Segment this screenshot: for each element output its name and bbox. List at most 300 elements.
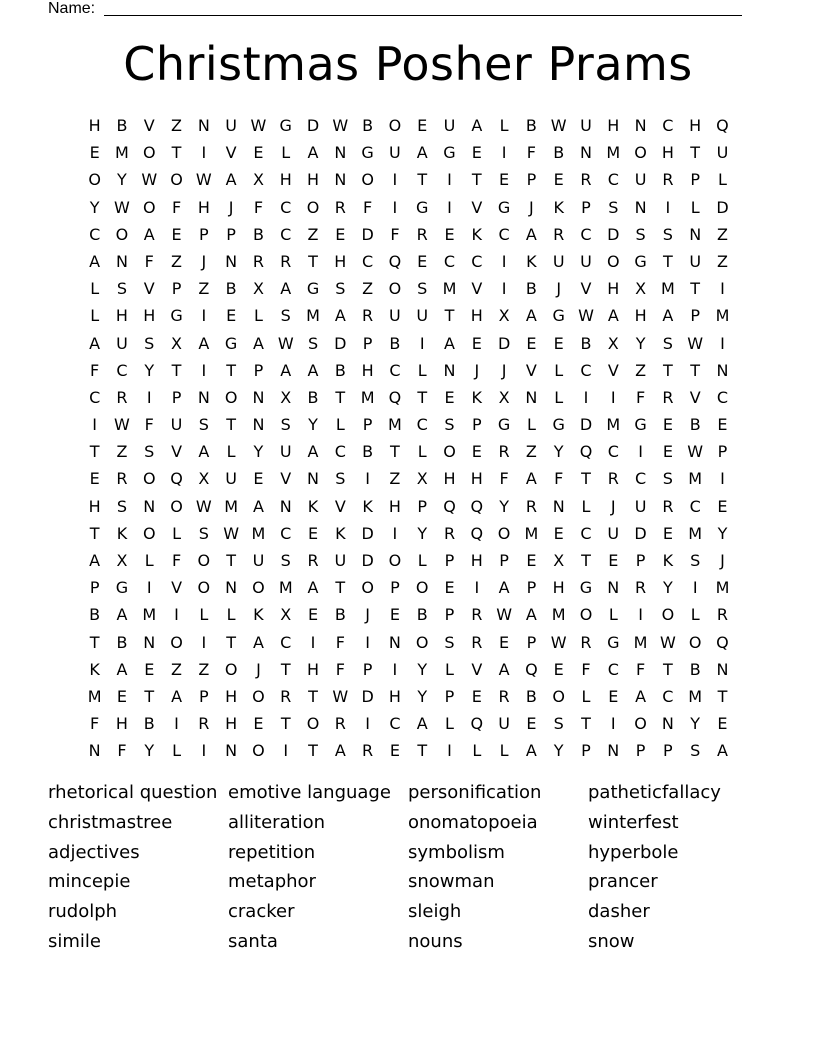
grid-letter: M xyxy=(688,686,703,706)
grid-letter: I xyxy=(392,523,398,543)
grid-letter: T xyxy=(690,143,701,163)
grid-letter: I xyxy=(365,632,370,652)
grid-letter: I xyxy=(392,659,398,679)
grid-letter: V xyxy=(689,387,701,407)
grid-letter: K xyxy=(89,659,100,679)
grid-letter: B xyxy=(525,116,537,135)
grid-letter: F xyxy=(90,714,100,734)
grid-letter: R xyxy=(280,686,292,706)
grid-letter: G xyxy=(497,415,511,435)
grid-letter: R xyxy=(334,197,346,217)
grid-letter: N xyxy=(225,251,238,271)
grid-letter: S xyxy=(116,496,128,516)
grid-letter: Z xyxy=(635,360,647,380)
grid-letter: O xyxy=(142,197,156,217)
word-bank-item: rhetorical question xyxy=(48,782,218,803)
grid-letter: C xyxy=(416,415,428,435)
grid-letter: L xyxy=(554,360,564,380)
grid-letter: C xyxy=(580,224,592,244)
grid-letter: O xyxy=(170,632,183,652)
grid-letter: O xyxy=(361,578,374,598)
grid-letter: Z xyxy=(198,659,210,679)
grid-letter: F xyxy=(335,659,345,679)
name-field xyxy=(48,0,742,20)
grid-letter: S xyxy=(335,279,346,299)
word-bank-item: snow xyxy=(588,930,635,952)
word-bank-item: emotive language xyxy=(228,782,391,803)
grid-letter: T xyxy=(171,360,182,380)
grid-letter: C xyxy=(280,632,292,652)
grid-letter: W xyxy=(332,686,349,706)
grid-letter: E xyxy=(116,686,127,706)
grid-letter: P xyxy=(199,686,209,706)
grid-letter: I xyxy=(201,360,207,380)
grid-letter: O xyxy=(170,170,183,190)
grid-letter: B xyxy=(553,143,565,163)
grid-letter: C xyxy=(334,442,346,462)
grid-letter: T xyxy=(581,551,591,570)
grid-letter: H xyxy=(143,306,156,326)
grid-letter: W xyxy=(195,170,212,190)
grid-letter: E xyxy=(499,632,510,652)
grid-letter: R xyxy=(662,170,674,190)
grid-letter: G xyxy=(607,632,620,652)
grid-letter: M xyxy=(142,605,157,625)
grid-letter: U xyxy=(634,496,647,516)
grid-letter: R xyxy=(252,251,264,271)
grid-letter: U xyxy=(580,251,592,271)
grid-letter: N xyxy=(88,741,101,761)
grid-letter: G xyxy=(361,143,374,163)
grid-letter: T xyxy=(89,442,100,462)
grid-letter: P xyxy=(635,551,646,570)
grid-letter: S xyxy=(690,551,701,570)
grid-letter: K xyxy=(526,251,537,271)
grid-letter: R xyxy=(607,469,619,489)
grid-letter: G xyxy=(634,415,647,435)
grid-letter: M xyxy=(278,578,293,598)
grid-letter: U xyxy=(498,714,510,734)
grid-letter: F xyxy=(554,469,564,489)
word-bank-item: simile xyxy=(48,930,101,952)
grid-letter: H xyxy=(443,469,456,489)
grid-letter: X xyxy=(252,170,264,190)
grid-letter: J xyxy=(720,551,725,570)
grid-letter: A xyxy=(498,578,510,598)
grid-letter: N xyxy=(334,170,347,190)
grid-letter: Z xyxy=(307,224,319,244)
word-bank-item: dasher xyxy=(588,901,650,923)
grid-letter: I xyxy=(447,741,452,761)
grid-letter: F xyxy=(390,224,400,244)
grid-letter: F xyxy=(363,197,373,217)
grid-letter: R xyxy=(662,496,674,516)
grid-letter: Q xyxy=(525,659,538,679)
grid-letter: H xyxy=(388,686,401,706)
grid-letter: W xyxy=(550,632,567,652)
grid-letter: I xyxy=(447,170,452,190)
grid-letter: F xyxy=(526,143,536,163)
grid-letter: N xyxy=(689,224,702,244)
grid-letter: U xyxy=(225,469,237,489)
grid-letter: S xyxy=(662,469,673,489)
grid-letter: T xyxy=(717,686,728,706)
grid-letter: E xyxy=(89,143,100,163)
grid-letter: B xyxy=(225,279,237,299)
name-label: Name: xyxy=(48,0,96,17)
grid-letter: O xyxy=(388,551,402,570)
grid-letter: C xyxy=(607,442,619,462)
grid-letter: B xyxy=(334,605,346,625)
grid-letter: T xyxy=(690,360,701,380)
grid-letter: I xyxy=(501,251,507,271)
grid-letter: O xyxy=(252,741,265,761)
grid-letter: H xyxy=(225,714,238,734)
grid-letter: B xyxy=(416,605,428,625)
grid-letter: C xyxy=(280,523,292,543)
grid-letter: N xyxy=(197,387,210,407)
grid-letter: A xyxy=(307,360,319,380)
grid-letter: P xyxy=(226,224,236,244)
grid-letter: R xyxy=(662,387,674,407)
grid-letter: L xyxy=(226,605,236,625)
grid-letter: A xyxy=(525,306,537,326)
word-bank-item: cracker xyxy=(228,901,295,923)
grid-letter: Q xyxy=(170,469,183,489)
grid-letter: G xyxy=(552,306,565,326)
grid-letter: H xyxy=(470,306,483,326)
grid-letter: O xyxy=(88,170,101,190)
grid-letter: C xyxy=(580,523,592,543)
grid-letter: J xyxy=(610,496,616,516)
word-bank-item: mincepie xyxy=(48,871,131,893)
grid-letter: P xyxy=(171,279,182,299)
grid-letter: C xyxy=(389,360,401,380)
grid-letter: U xyxy=(334,551,347,570)
grid-letter: E xyxy=(662,415,673,435)
grid-letter: I xyxy=(283,741,289,761)
grid-letter: E xyxy=(608,551,619,570)
grid-letter: G xyxy=(552,415,565,435)
grid-letter: P xyxy=(526,632,537,652)
grid-letter: B xyxy=(362,116,374,135)
grid-letter: V xyxy=(334,496,346,516)
grid-letter: N xyxy=(634,197,647,217)
grid-letter: M xyxy=(360,387,375,407)
grid-letter: N xyxy=(334,143,347,163)
grid-letter: U xyxy=(416,306,429,326)
word-bank-item: repetition xyxy=(228,841,316,863)
grid-letter: I xyxy=(146,578,152,598)
grid-letter: H xyxy=(307,659,320,679)
grid-letter: S xyxy=(690,741,701,761)
grid-letter: Y xyxy=(117,170,127,190)
grid-letter: U xyxy=(552,251,565,271)
grid-letter: Y xyxy=(417,686,428,706)
grid-letter: I xyxy=(720,279,725,299)
grid-letter: E xyxy=(499,170,510,190)
grid-letter: P xyxy=(471,415,482,435)
grid-letter: I xyxy=(201,306,207,326)
grid-letter: A xyxy=(662,306,674,326)
grid-letter: H xyxy=(689,116,702,135)
grid-letter: M xyxy=(606,143,621,163)
grid-letter: R xyxy=(635,578,647,598)
grid-letter: K xyxy=(116,523,128,543)
grid-letter: G xyxy=(279,116,292,135)
grid-letter: Z xyxy=(171,251,183,271)
grid-letter: D xyxy=(716,197,729,217)
grid-letter: C xyxy=(280,224,292,244)
grid-letter: U xyxy=(389,143,401,163)
grid-letter: P xyxy=(89,578,100,598)
grid-letter: G xyxy=(579,578,593,598)
grid-letter: K xyxy=(471,224,483,244)
grid-letter: S xyxy=(553,714,564,734)
grid-letter: R xyxy=(525,496,537,516)
grid-letter: A xyxy=(225,170,237,190)
grid-letter: O xyxy=(634,714,647,734)
grid-letter: P xyxy=(717,442,728,462)
grid-letter: W xyxy=(223,523,240,543)
grid-letter: C xyxy=(471,251,483,271)
grid-letter: L xyxy=(199,605,209,625)
grid-letter: A xyxy=(471,116,483,135)
grid-letter: M xyxy=(87,686,102,706)
grid-letter: T xyxy=(308,741,318,761)
grid-letter: C xyxy=(389,714,401,734)
grid-letter: O xyxy=(224,659,238,679)
grid-letter: T xyxy=(226,360,237,380)
grid-letter: V xyxy=(280,469,292,489)
grid-letter: B xyxy=(252,224,264,244)
word-bank-item: metaphor xyxy=(228,871,316,893)
grid-letter: N xyxy=(143,632,156,652)
grid-letter: E xyxy=(226,306,237,326)
grid-letter: Q xyxy=(388,251,402,271)
grid-letter: C xyxy=(116,360,128,380)
grid-letter: D xyxy=(361,523,374,543)
grid-letter: R xyxy=(553,224,565,244)
grid-letter: V xyxy=(607,360,619,380)
grid-letter: F xyxy=(117,741,127,761)
grid-letter: B xyxy=(525,686,537,706)
grid-letter: P xyxy=(199,224,209,244)
grid-letter: I xyxy=(474,578,480,598)
grid-letter: K xyxy=(662,551,674,570)
grid-letter: Y xyxy=(553,741,564,761)
grid-letter: A xyxy=(89,251,101,271)
grid-letter: B xyxy=(525,279,537,299)
grid-letter: H xyxy=(307,170,320,190)
grid-letter: X xyxy=(635,279,647,299)
grid-letter: H xyxy=(661,143,674,163)
grid-letter: K xyxy=(307,496,319,516)
grid-letter: L xyxy=(253,306,263,326)
word-bank-item: alliteration xyxy=(228,811,326,833)
grid-letter: R xyxy=(580,170,592,190)
grid-letter: F xyxy=(499,469,509,489)
grid-letter: O xyxy=(497,523,511,543)
grid-letter: N xyxy=(225,578,238,598)
grid-letter: R xyxy=(443,523,456,543)
grid-letter: B xyxy=(334,360,346,380)
grid-letter: P xyxy=(362,415,373,435)
grid-letter: I xyxy=(692,578,698,598)
grid-letter: X xyxy=(498,306,510,326)
grid-letter: V xyxy=(525,360,537,380)
grid-letter: G xyxy=(224,333,238,353)
grid-letter: I xyxy=(174,605,179,625)
grid-letter: A xyxy=(171,686,183,706)
grid-letter: A xyxy=(89,551,101,570)
grid-letter: T xyxy=(417,170,428,190)
grid-letter: P xyxy=(690,170,700,190)
grid-letter: L xyxy=(718,170,727,190)
grid-letter: N xyxy=(225,741,238,761)
grid-letter: I xyxy=(310,632,316,652)
grid-letter: W xyxy=(114,415,130,435)
grid-letter: S xyxy=(280,551,291,570)
grid-letter: W xyxy=(250,116,267,135)
grid-letter: A xyxy=(525,224,537,244)
grid-letter: L xyxy=(526,415,536,435)
grid-letter: E xyxy=(717,496,728,516)
grid-letter: E xyxy=(662,442,673,462)
grid-letter: I xyxy=(610,714,616,734)
grid-letter: X xyxy=(252,279,264,299)
grid-letter: P xyxy=(444,551,455,570)
grid-letter: I xyxy=(365,714,370,734)
grid-letter: N xyxy=(634,116,647,135)
grid-letter: Q xyxy=(443,496,456,516)
grid-letter: P xyxy=(444,686,455,706)
grid-letter: R xyxy=(307,551,319,570)
grid-letter: X xyxy=(553,551,565,570)
grid-letter: T xyxy=(581,469,591,489)
word-bank-item: hyperbole xyxy=(588,841,679,863)
grid-letter: L xyxy=(172,523,181,543)
grid-letter: Y xyxy=(89,197,100,217)
grid-letter: P xyxy=(663,741,673,761)
grid-letter: P xyxy=(417,496,428,516)
grid-letter: I xyxy=(720,333,725,353)
grid-letter: O xyxy=(197,551,211,570)
grid-letter: U xyxy=(716,143,729,163)
grid-letter: Z xyxy=(116,442,128,462)
grid-letter: A xyxy=(635,686,647,706)
grid-letter: T xyxy=(662,360,673,380)
grid-letter: E xyxy=(553,659,564,679)
grid-letter: A xyxy=(525,741,537,761)
grid-letter: K xyxy=(253,605,264,625)
grid-letter: I xyxy=(447,197,452,217)
grid-letter: S xyxy=(116,279,128,299)
grid-letter: E xyxy=(553,170,564,190)
grid-letter: L xyxy=(90,306,100,326)
grid-letter: V xyxy=(171,578,183,598)
grid-letter: U xyxy=(116,333,128,353)
grid-letter: U xyxy=(252,551,265,570)
grid-letter: A xyxy=(280,360,292,380)
grid-letter: C xyxy=(580,360,592,380)
grid-letter: A xyxy=(116,605,128,625)
grid-letter: A xyxy=(498,659,510,679)
grid-letter: O xyxy=(252,686,265,706)
grid-letter: H xyxy=(88,496,101,516)
grid-letter: D xyxy=(497,333,511,353)
grid-letter: L xyxy=(172,741,181,761)
grid-letter: W xyxy=(332,116,349,135)
grid-letter: K xyxy=(362,496,373,516)
grid-letter: S xyxy=(280,415,291,435)
grid-letter: I xyxy=(92,415,97,435)
grid-letter: A xyxy=(717,741,728,761)
grid-letter: N xyxy=(197,116,210,135)
grid-letter: X xyxy=(116,551,128,570)
grid-letter: O xyxy=(634,143,647,163)
page-title: Christmas Posher Prams xyxy=(123,37,693,91)
grid-letter: H xyxy=(634,306,647,326)
grid-letter: S xyxy=(198,523,209,543)
grid-letter: N xyxy=(252,415,265,435)
grid-letter: E xyxy=(444,578,455,598)
grid-letter: S xyxy=(444,415,455,435)
grid-letter: C xyxy=(89,387,101,407)
grid-letter: Q xyxy=(388,387,402,407)
grid-letter: N xyxy=(607,741,620,761)
grid-letter: F xyxy=(635,659,646,679)
grid-letter: Z xyxy=(362,279,374,299)
grid-letter: H xyxy=(88,116,101,135)
grid-letter: A xyxy=(416,143,428,163)
grid-letter: O xyxy=(443,442,456,462)
grid-letter: L xyxy=(445,714,454,734)
grid-letter: I xyxy=(583,387,589,407)
grid-letter: R xyxy=(280,251,292,271)
grid-letter: R xyxy=(334,714,346,734)
grid-letter: C xyxy=(280,197,292,217)
grid-letter: O xyxy=(579,605,593,625)
grid-letter: M xyxy=(715,578,730,598)
grid-letter: C xyxy=(662,686,674,706)
grid-letter: L xyxy=(281,143,291,163)
grid-letter: T xyxy=(662,251,673,271)
grid-letter: G xyxy=(497,197,511,217)
grid-letter: A xyxy=(198,442,210,462)
grid-letter: X xyxy=(171,333,183,353)
grid-letter: T xyxy=(581,714,591,734)
grid-letter: F xyxy=(335,632,345,652)
grid-letter: U xyxy=(170,415,183,435)
word-bank-item: winterfest xyxy=(588,811,679,833)
letter-grid xyxy=(81,112,736,765)
grid-letter: T xyxy=(390,442,400,462)
grid-letter: W xyxy=(277,333,294,353)
grid-letter: S xyxy=(635,224,646,244)
grid-letter: W xyxy=(496,605,513,625)
grid-letter: H xyxy=(388,496,401,516)
grid-letter: P xyxy=(690,306,700,326)
grid-letter: T xyxy=(280,659,291,679)
grid-letter: L xyxy=(90,279,100,299)
grid-letter: S xyxy=(417,279,428,299)
grid-letter: O xyxy=(661,605,675,625)
grid-letter: A xyxy=(252,496,264,516)
grid-letter: V xyxy=(143,116,155,135)
grid-letter: A xyxy=(198,333,210,353)
grid-letter: B xyxy=(389,333,401,353)
